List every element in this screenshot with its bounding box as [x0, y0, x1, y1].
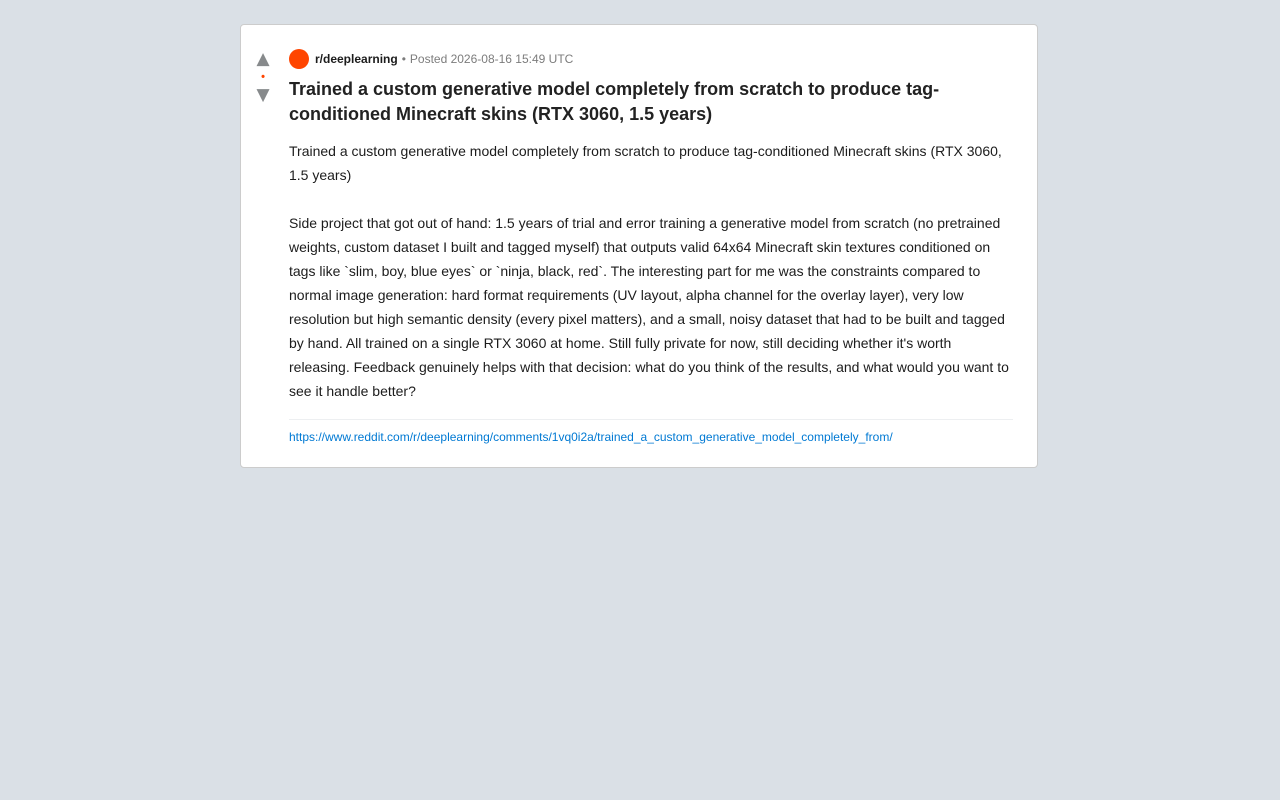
divider: [289, 419, 1013, 420]
post-body-paragraph: Trained a custom generative model completely from scratch to produce tag-conditioned Minecraft skins (RTX 3060, 1.5 years): [289, 143, 1002, 183]
meta-separator: •: [401, 52, 406, 66]
post-title[interactable]: Trained a custom generative model completely from scratch to produce tag-conditioned Minecraft skins (RTX 3060, 1.5 years): [289, 79, 940, 124]
upvote-arrow-icon[interactable]: ▲: [256, 49, 270, 69]
post-content: [289, 49, 1013, 445]
post-timestamp: Posted 2026-08-16 15:49 UTC: [409, 52, 574, 66]
subreddit-avatar-icon[interactable]: [289, 49, 309, 69]
post-permalink[interactable]: https://www.reddit.com/r/deeplearning/comments/1vq0i2a/trained_a_custom_generative_model_completely_from/: [289, 430, 893, 444]
post-body: [289, 139, 1013, 403]
downvote-arrow-icon[interactable]: ▼: [256, 85, 270, 105]
vote-score: •: [261, 71, 265, 83]
post-meta: [289, 49, 1013, 69]
post-body-paragraph: Side project that got out of hand: 1.5 years of trial and error training a generative model from scratch (no pretrained weights, custom dataset I built and tagged myself) that outputs valid 64x64 Minecraft skin textures conditioned on tags like `slim, boy, blue eyes` or `ninja, black, red`. The interesting part for me was the constraints compared to normal image generation: hard format requirements (UV layout, alpha channel for the overlay layer), very low resolution but high semantic density (every pixel matters), and a small, noisy dataset that had to be built and tagged by hand. All trained on a single RTX 3060 at home. Still fully private for now, still deciding whether it's worth releasing. Feedback genuinely helps with that decision: what do you think of the results, and what would you want to see it handle better?: [289, 215, 1009, 399]
vote-column: [251, 49, 275, 445]
subreddit-link[interactable]: r/deeplearning: [315, 52, 398, 66]
post-card: [240, 24, 1038, 468]
